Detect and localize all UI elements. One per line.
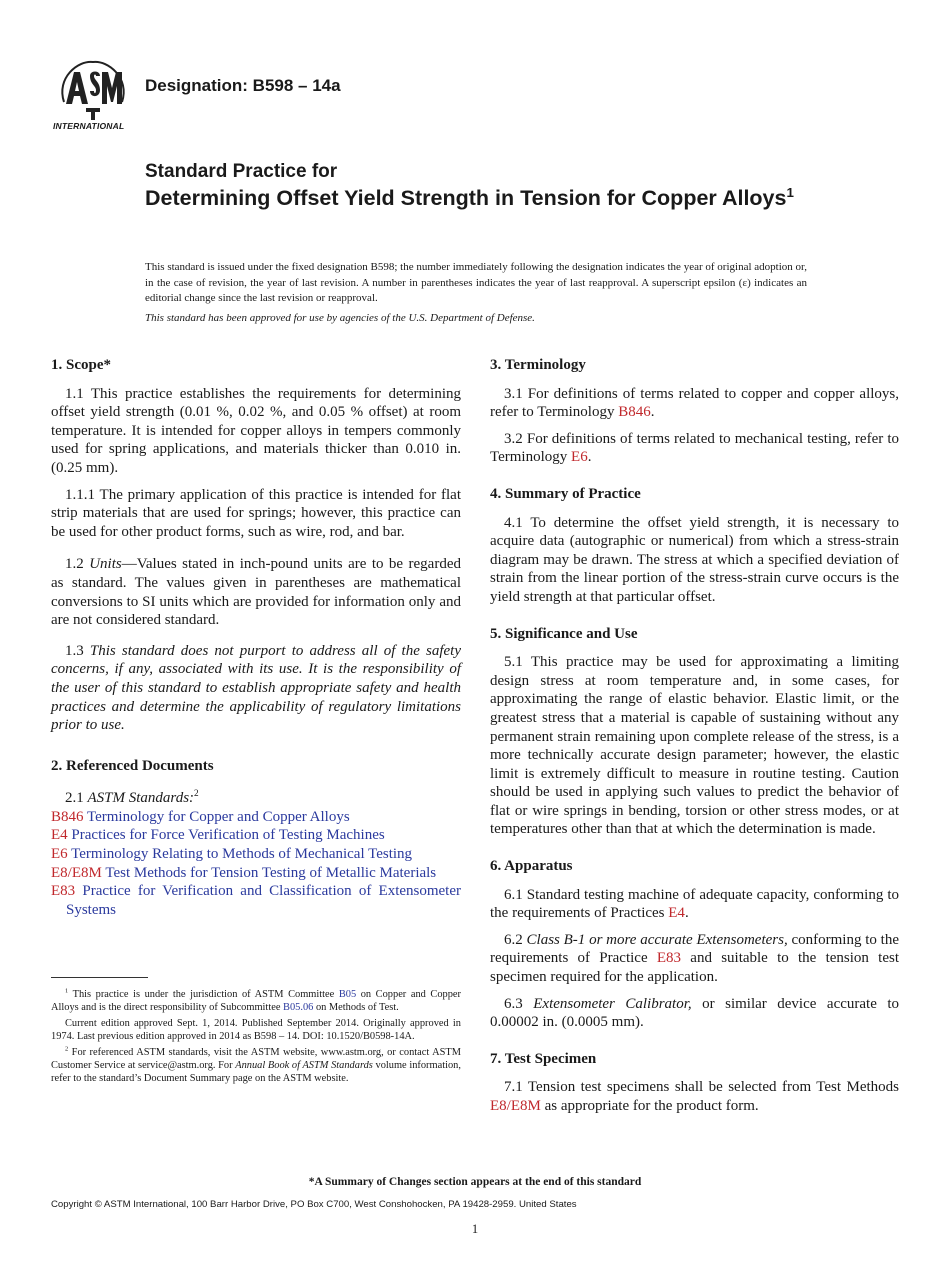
- para-6-3: [490, 995, 899, 1032]
- para-7-1-text: 7.1 Tension test specimens shall be selected from Test Methods: [504, 1079, 899, 1096]
- para-6-2: [490, 931, 899, 987]
- summary-of-changes-note: *A Summary of Changes section appears at the end of this standard: [308, 1176, 642, 1188]
- copyright: Copyright © ASTM International, 100 Barr Harbor Drive, PO Box C700, West Conshohocken, PA 19428-2959. United States: [51, 1199, 577, 1210]
- para-5-1: 5.1 This practice may be used for approximating a limiting design stress at room temperature and, in some cases, for approximating the range of elastic behavior. Elastic limit, or the greatest stress that a material is capable of sustaining without any permanent strain remaining upon complete release of the stress, is a more technically accurate design parameter; however, the elastic limit is extremely difficult to measure in routine testing. Caution should be used in applying such values to predict the behavior of flat or wire springs in bending, torsion or other stress modes, or at temperatures other than that at which the determination is made.: [490, 654, 899, 838]
- footnote-2: [51, 1046, 461, 1086]
- b846-link[interactable]: B846: [618, 404, 651, 421]
- issue-note: This standard is issued under the fixed designation B598; the number immediately following the designation indicates the year of original adoption or, in the case of revision, the year of last revision. A number in parentheses indicates the year of last reapproval. A superscript epsilon (ε) indicates an editorial change since the last revision or reapproval.: [145, 261, 807, 305]
- title-footnote-mark[interactable]: 1: [786, 184, 794, 200]
- para-2-1: [51, 789, 461, 808]
- committee-b05-link[interactable]: B05: [338, 989, 357, 1000]
- para-1-3: [51, 642, 461, 735]
- dod-approval-note: This standard has been approved for use by agencies of the U.S. Department of Defense.: [145, 312, 535, 324]
- section-7-heading: 7. Test Specimen: [490, 1050, 597, 1067]
- page-number: 1: [471, 1222, 479, 1236]
- title-line-1: Standard Practice for: [145, 161, 338, 182]
- para-6-3-text: or similar device accurate to 0.00002 in. (0.0005 mm).: [490, 995, 900, 1031]
- units-label: Units: [89, 556, 122, 573]
- para-1-2-number: 1.2: [65, 556, 84, 573]
- footnote-1-mark: 1: [65, 987, 69, 995]
- ref-code-link[interactable]: E6: [51, 846, 68, 863]
- section-5-heading: 5. Significance and Use: [490, 625, 638, 642]
- footnote-1-text-b: on Copper and Copper Alloys and is the direct responsibility of Subcommittee: [51, 989, 462, 1014]
- section-4-heading: 4. Summary of Practice: [490, 485, 641, 502]
- ref-item[interactable]: [51, 864, 461, 883]
- footnotes: [51, 988, 461, 1088]
- left-column: [51, 356, 461, 919]
- para-6-2-text-b: and suitable to the tension test specimen required for the application.: [490, 950, 899, 986]
- extensometer-class-label: Class B-1 or more accurate Extensometers,: [526, 931, 788, 948]
- footnote-1-edition: Current edition approved Sept. 1, 2014. Published September 2014. Originally approved in 1974. Last previous edition approved in 2014 as B598 – 14. DOI: 10.1520/B0598-14A.: [51, 1017, 461, 1043]
- ref-title-link[interactable]: Terminology Relating to Methods of Mechanical Testing: [71, 846, 413, 863]
- section-3-heading: 3. Terminology: [490, 357, 586, 373]
- ref-title-link[interactable]: Practices for Force Verification of Testing Machines: [71, 827, 385, 844]
- para-7-1-text-b: as appropriate for the product form.: [540, 1098, 759, 1114]
- footnote-1-text: This practice is under the jurisdiction of ASTM Committee: [72, 989, 339, 1000]
- logo-international-text: INTERNATIONAL: [53, 121, 125, 131]
- e83-link[interactable]: E83: [656, 950, 682, 967]
- para-3-1: 3.1 For definitions of terms related to copper and copper alloys, refer to Terminology B846.: [490, 385, 899, 421]
- para-1-2-text: —Values stated in inch-pound units are to be regarded as standard. The values given in parentheses are mathematical conversions to SI units which are provided for information only and are not considered standard.: [51, 556, 461, 629]
- annual-book-title: Annual Book of ASTM Standards: [235, 1060, 373, 1072]
- astm-logo: [50, 58, 136, 134]
- footnote-2-mark[interactable]: 2: [194, 789, 199, 800]
- para-1-3-number: 1.3: [65, 642, 84, 659]
- para-2-1-number: 2.1: [65, 790, 84, 807]
- right-column: [490, 356, 899, 1124]
- para-3-1-text: 3.1 For definitions of terms related to copper and copper alloys, refer to Terminology: [490, 385, 899, 421]
- subcommittee-b05-06-link[interactable]: B05.06: [283, 1002, 314, 1014]
- astm-standards-label: ASTM Standards:: [87, 790, 195, 807]
- footnote-divider: [51, 977, 148, 978]
- footnote-2-ref-mark: 2: [65, 1045, 69, 1053]
- para-6-2-text: conforming to the requirements of Practice: [490, 931, 899, 967]
- footnote-1-text-c: on Methods of Test.: [313, 1002, 399, 1014]
- ref-title-link[interactable]: Test Methods for Tension Testing of Metallic Materials: [105, 864, 437, 881]
- para-7-1: [490, 1078, 899, 1115]
- footnote-2-text-b: volume information, refer to the standard’s Document Summary page on the ASTM website.: [51, 1060, 461, 1085]
- ref-title-link[interactable]: Practice for Verification and Classification of Extensometer Systems: [66, 883, 462, 918]
- para-1-1: 1.1 This practice establishes the requirements for determining offset yield strength (0.01 %, 0.02 %, and 0.05 % offset) at room temperature. It is intended for copper alloys in tempers commonly used for spring applications, and materials thicker than 0.010 in. (0.25 mm).: [51, 385, 461, 476]
- ref-code-link[interactable]: E8/E8M: [51, 864, 102, 881]
- referenced-documents-list: [51, 808, 461, 920]
- e8-e8m-link[interactable]: E8/E8M: [490, 1098, 541, 1114]
- ref-title-link[interactable]: Terminology for Copper and Copper Alloys: [87, 808, 350, 825]
- ref-code-link[interactable]: E83: [51, 883, 76, 900]
- para-1-3-text: This standard does not purport to address all of the safety concerns, if any, associated with its use. It is the responsibility of the user of this standard to establish appropriate safety and health practices and determine the applicability of regulatory limitations prior to use.: [51, 642, 462, 734]
- ref-item[interactable]: [51, 882, 461, 919]
- section-1-heading: 1. Scope*: [51, 357, 111, 373]
- designation: Designation: B598 – 14a: [145, 76, 341, 95]
- para-3-2: 3.2 For definitions of terms related to mechanical testing, refer to Terminology E6.: [490, 430, 899, 466]
- para-1-1-1: 1.1.1 The primary application of this practice is intended for flat strip materials that are used for springs; however, this practice can be used for other product forms, such as wire, rod, and bar.: [51, 486, 461, 540]
- para-6-2-number: 6.2: [504, 931, 523, 948]
- ref-item[interactable]: [51, 845, 461, 864]
- ref-item[interactable]: [51, 808, 461, 827]
- ref-item[interactable]: [51, 826, 461, 845]
- para-6-3-number: 6.3: [504, 995, 523, 1012]
- para-4-1: 4.1 To determine the offset yield strength, it is necessary to acquire data (autographic or numerical) from which a stress-strain diagram may be drawn. The stress at which a specified deviation of strain from the linear portion of the stress-strain curve occurs is the yield strength at that particular offset.: [490, 514, 899, 605]
- para-6-1: 6.1 Standard testing machine of adequate capacity, conforming to the requirements of Practices E4.: [490, 886, 899, 922]
- para-3-2-text: 3.2 For definitions of terms related to mechanical testing, refer to Terminology: [490, 430, 899, 466]
- calibrator-label: Extensometer Calibrator,: [533, 995, 692, 1012]
- para-6-1-text: 6.1 Standard testing machine of adequate capacity, conforming to the requirements of Practices: [490, 886, 899, 922]
- ref-code-link[interactable]: E4: [51, 827, 68, 844]
- para-1-2: [51, 555, 461, 629]
- footnote-2-text: For referenced ASTM standards, visit the ASTM website, www.astm.org, or contact ASTM Customer Service at service@astm.org. For: [51, 1046, 461, 1072]
- section-2-heading: 2. Referenced Documents: [51, 757, 214, 774]
- section-6-heading: 6. Apparatus: [490, 858, 573, 875]
- document-title: [145, 160, 845, 212]
- e4-link[interactable]: E4: [668, 905, 685, 922]
- footnote-1: [51, 988, 461, 1015]
- ref-code-link[interactable]: B846: [51, 808, 84, 825]
- title-line-2: Determining Offset Yield Strength in Tension for Copper Alloys: [145, 186, 787, 210]
- e6-link[interactable]: E6: [571, 449, 588, 466]
